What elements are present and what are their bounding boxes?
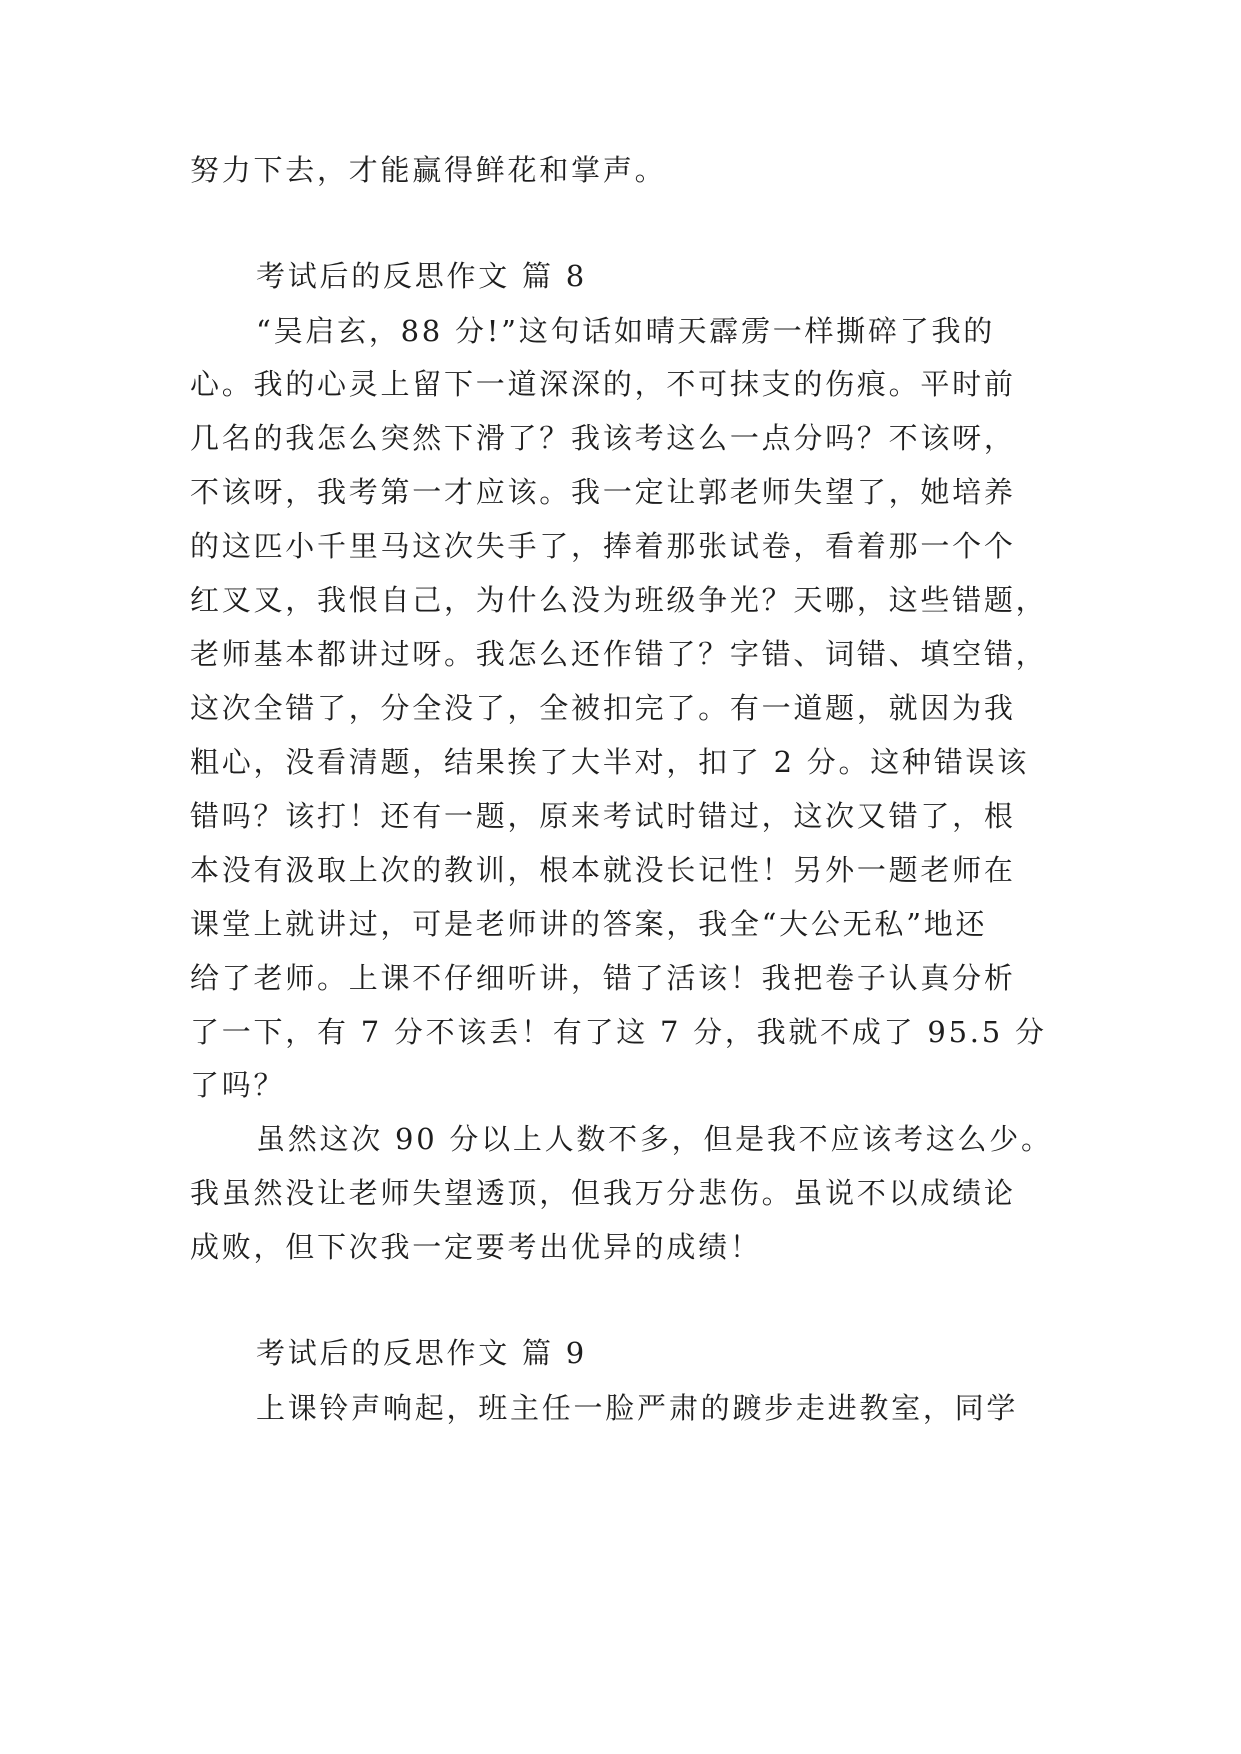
section8-p1-line-12: 课堂上就讲过，可是老师讲的答案，我全“大公无私”地还 (190, 907, 988, 941)
section8-p1-line-15: 了吗？ (190, 1068, 286, 1102)
section8-p1-line-8: 这次全错了，分全没了，全被扣完了。有一道题，就因为我 (190, 691, 1016, 725)
section8-p1-line-5: 的这匹小千里马这次失手了，捧着那张试卷，看着那一个个 (190, 529, 1016, 563)
section8-p2-line-3: 成败，但下次我一定要考出优异的成绩！ (190, 1230, 762, 1264)
section8-p1-line-3: 几名的我怎么突然下滑了？我该考这么一点分吗？不该呀， (190, 421, 1016, 455)
section8-p1-line-13: 给了老师。上课不仔细听讲，错了活该！我把卷子认真分析 (190, 961, 1016, 995)
section8-p2-line-2: 我虽然没让老师失望透顶，但我万分悲伤。虽说不以成绩论 (190, 1176, 1016, 1210)
section8-p1-line-10: 错吗？该打！还有一题，原来考试时错过，这次又错了，根 (190, 799, 1016, 833)
section8-p1-line-6: 红叉叉，我恨自己，为什么没为班级争光？天哪，这些错题， (190, 583, 1048, 617)
section8-heading: 考试后的反思作文 篇 8 (256, 259, 587, 293)
section8-p1-line-4: 不该呀，我考第一才应该。我一定让郭老师失望了，她培养 (190, 475, 1016, 509)
section8-p1-line-11: 本没有汲取上次的教训，根本就没长记性！另外一题老师在 (190, 853, 1016, 887)
section8-p1-line-7: 老师基本都讲过呀。我怎么还作错了？字错、词错、填空错， (190, 637, 1048, 671)
section8-p1-line-9: 粗心，没看清题，结果挨了大半对，扣了 2 分。这种错误该 (190, 745, 1030, 779)
section8-p1-line-14: 了一下，有 7 分不该丢！有了这 7 分，我就不成了 95.5 分 (190, 1015, 1047, 1049)
section8-p1-line-1: “吴启玄，88 分!”这句话如晴天霹雳一样撕碎了我的 (256, 314, 996, 348)
section8-p1-line-2: 心。我的心灵上留下一道深深的，不可抹支的伤痕。平时前 (190, 367, 1016, 401)
intro-tail-line: 努力下去，才能赢得鲜花和掌声。 (190, 153, 667, 187)
section9-heading: 考试后的反思作文 篇 9 (256, 1336, 587, 1370)
section8-p2-line-1: 虽然这次 90 分以上人数不多，但是我不应该考这么少。 (256, 1122, 1053, 1156)
section9-p1-line-1: 上课铃声响起，班主任一脸严肃的踱步走进教室，同学 (256, 1391, 1019, 1425)
